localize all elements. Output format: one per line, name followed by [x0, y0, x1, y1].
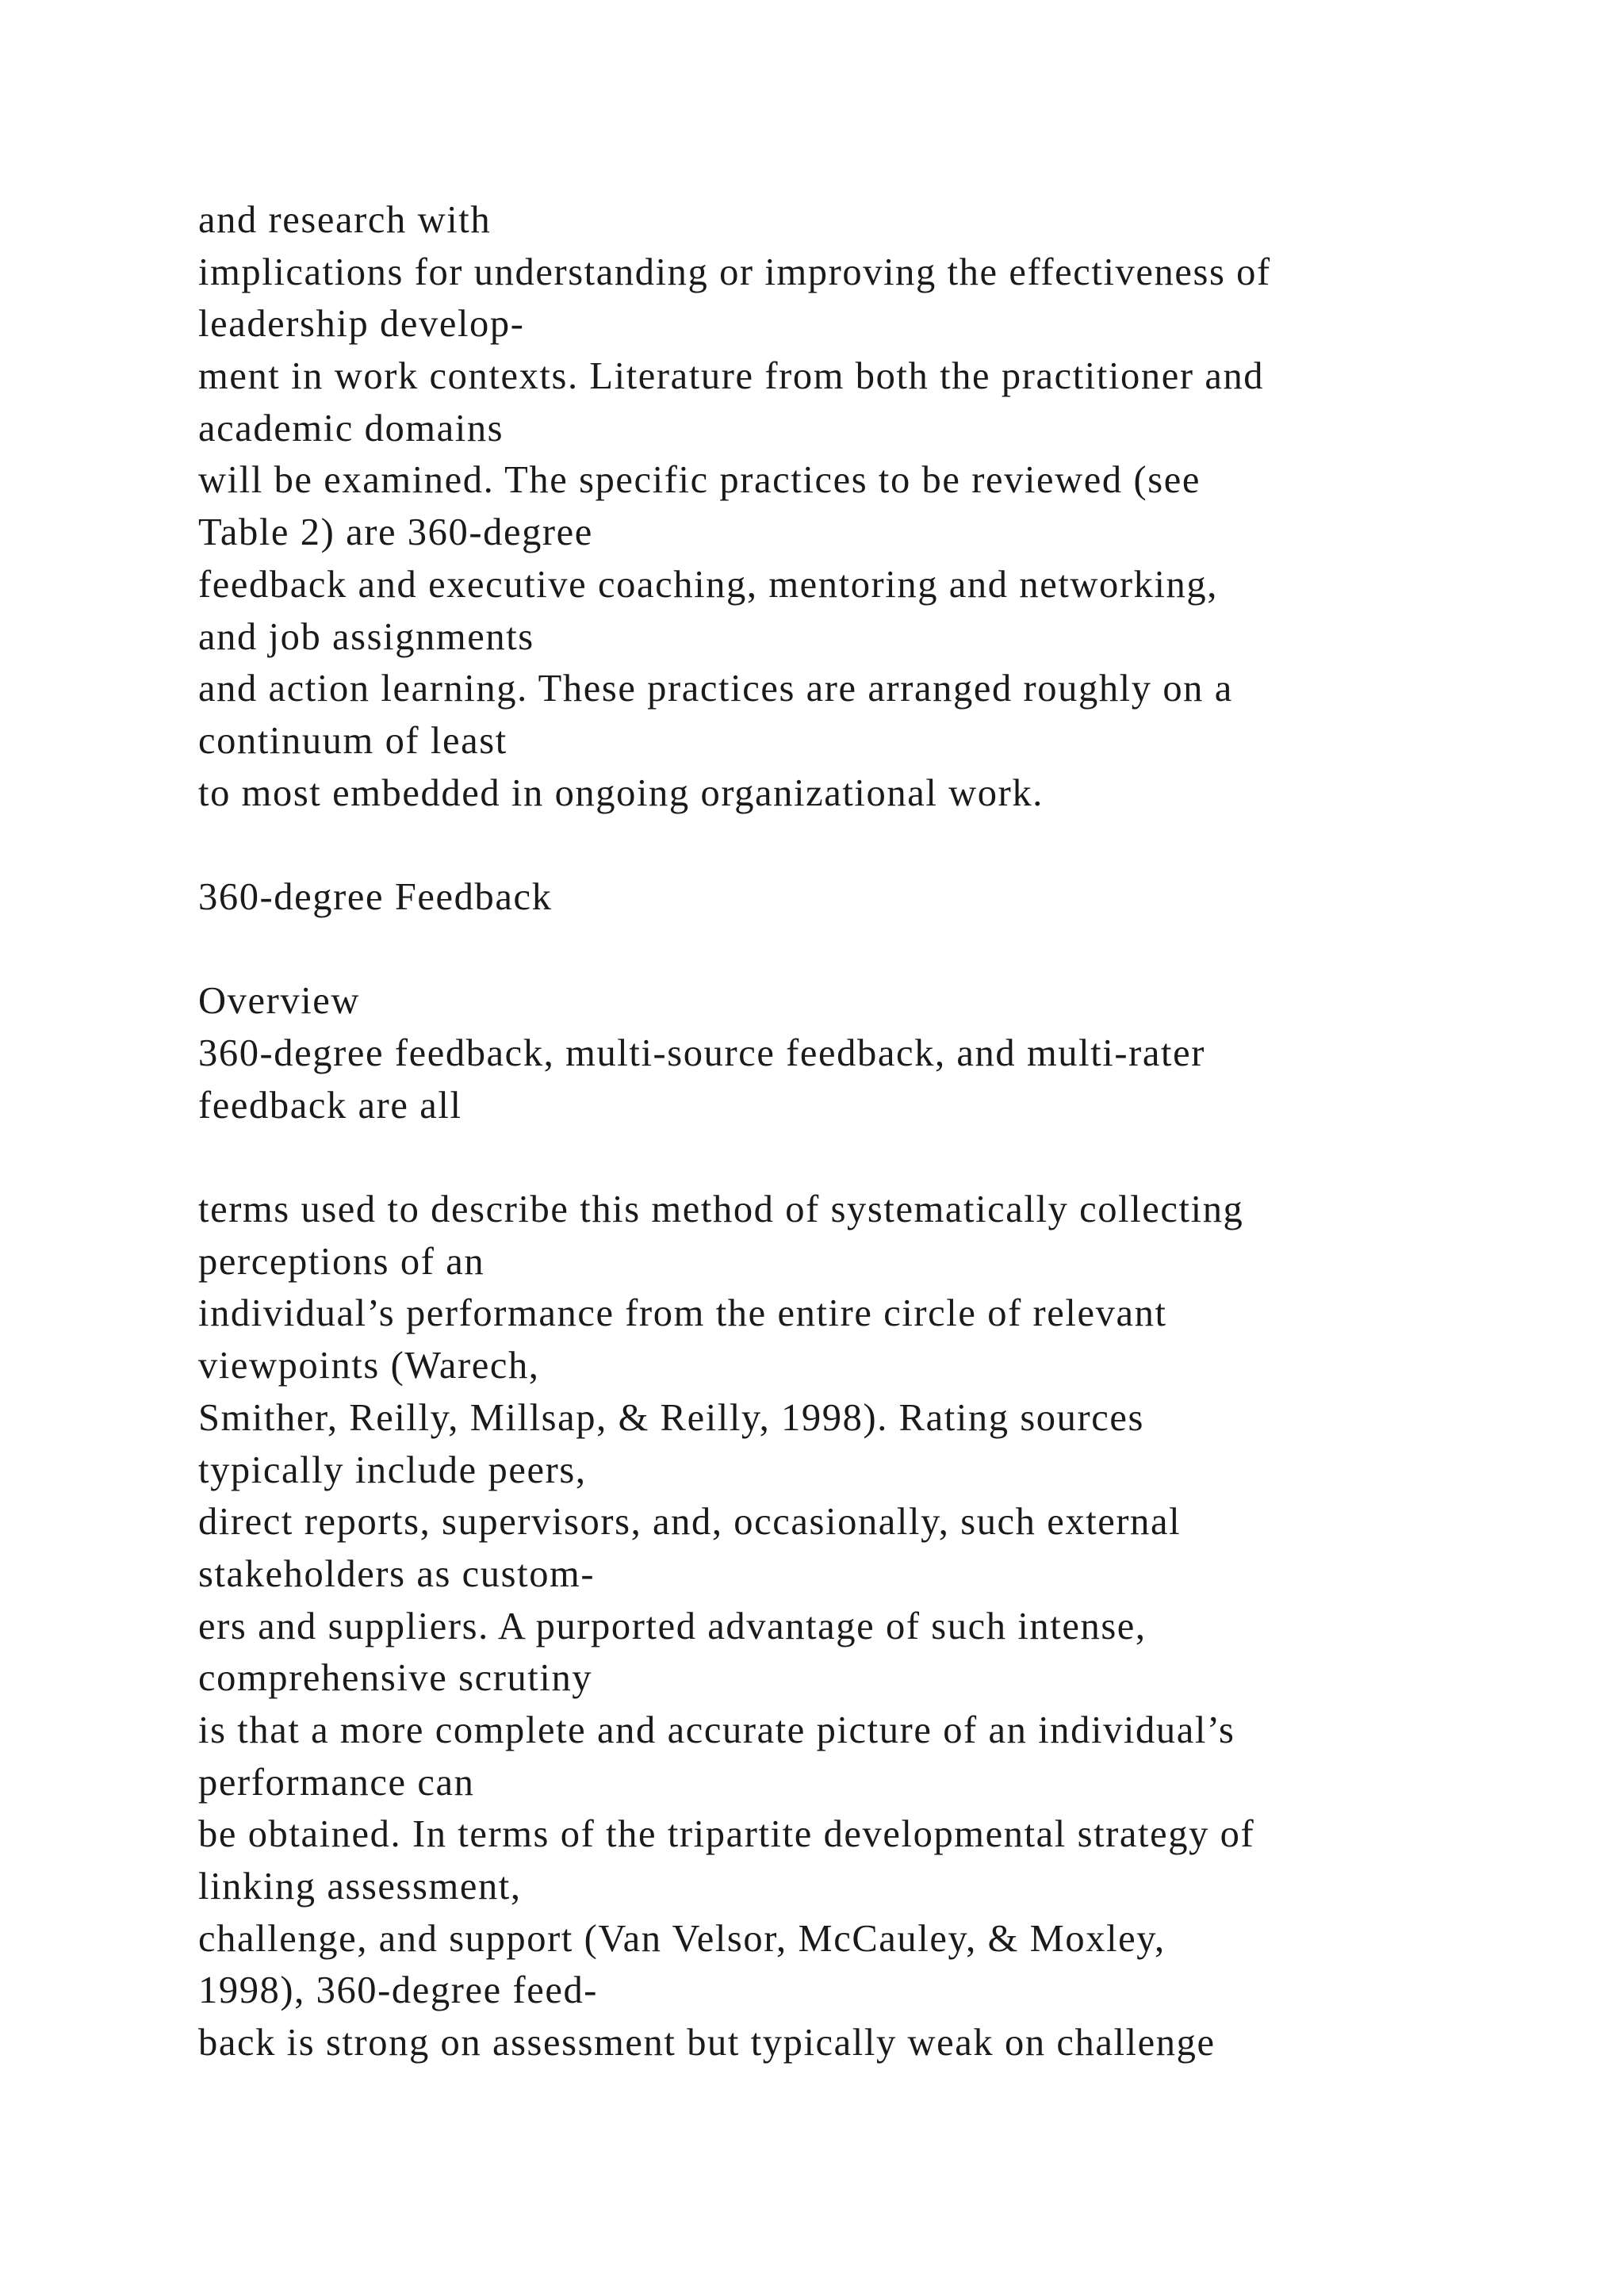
text-line: ers and suppliers. A purported advantage of such intense,: [198, 1605, 1147, 1647]
text-line: and action learning. These practices are arranged roughly on a: [198, 668, 1233, 710]
text-line: 360-degree feedback, multi-source feedback, and multi-rater: [198, 1032, 1205, 1074]
text-line: continuum of least: [198, 719, 508, 762]
blank-line: [198, 819, 1499, 871]
text-line: implications for understanding or improving the effectiveness of: [198, 251, 1271, 293]
text-line: Table 2) are 360-degree: [198, 511, 593, 554]
text-line: viewpoints (Warech,: [198, 1345, 540, 1387]
text-line: challenge, and support (Van Velsor, McCauley, & Moxley,: [198, 1917, 1166, 1960]
text-line: comprehensive scrutiny: [198, 1657, 593, 1700]
text-line: leadership develop-: [198, 303, 525, 346]
text-line: typically include peers,: [198, 1448, 587, 1491]
text-line: feedback and executive coaching, mentoring and networking,: [198, 563, 1218, 606]
subsection-heading: Overview: [198, 980, 361, 1023]
text-line: to most embedded in ongoing organizational work.: [198, 771, 1044, 814]
section-heading: 360-degree Feedback: [198, 875, 553, 918]
text-line: will be examined. The specific practices to be reviewed (see: [198, 459, 1201, 502]
text-line: stakeholders as custom-: [198, 1552, 596, 1595]
text-line: be obtained. In terms of the tripartite developmental strategy of: [198, 1813, 1255, 1856]
text-line: direct reports, supervisors, and, occasionally, such external: [198, 1501, 1182, 1544]
text-line: performance can: [198, 1761, 475, 1804]
text-line: back is strong on assessment but typically weak on challenge: [198, 2022, 1216, 2064]
text-line: linking assessment,: [198, 1866, 522, 1908]
text-line: Smither, Reilly, Millsap, & Reilly, 1998). Rating sources: [198, 1396, 1144, 1439]
text-line: academic domains: [198, 407, 504, 450]
blank-line: [198, 1131, 1499, 1184]
text-line: perceptions of an: [198, 1240, 485, 1283]
text-line: is that a more complete and accurate picture of an individual’s: [198, 1709, 1235, 1751]
text-line: feedback are all: [198, 1084, 462, 1127]
text-line: 1998), 360-degree feed-: [198, 1969, 599, 2012]
text-line: terms used to describe this method of systematically collecting: [198, 1188, 1244, 1231]
text-line: and job assignments: [198, 615, 534, 658]
blank-line: [198, 924, 1499, 976]
text-line: and research with: [198, 199, 492, 241]
text-line: ment in work contexts. Literature from both the practitioner and: [198, 355, 1265, 398]
text-line: individual’s performance from the entire circle of relevant: [198, 1292, 1167, 1335]
body-text: [198, 194, 1499, 2069]
